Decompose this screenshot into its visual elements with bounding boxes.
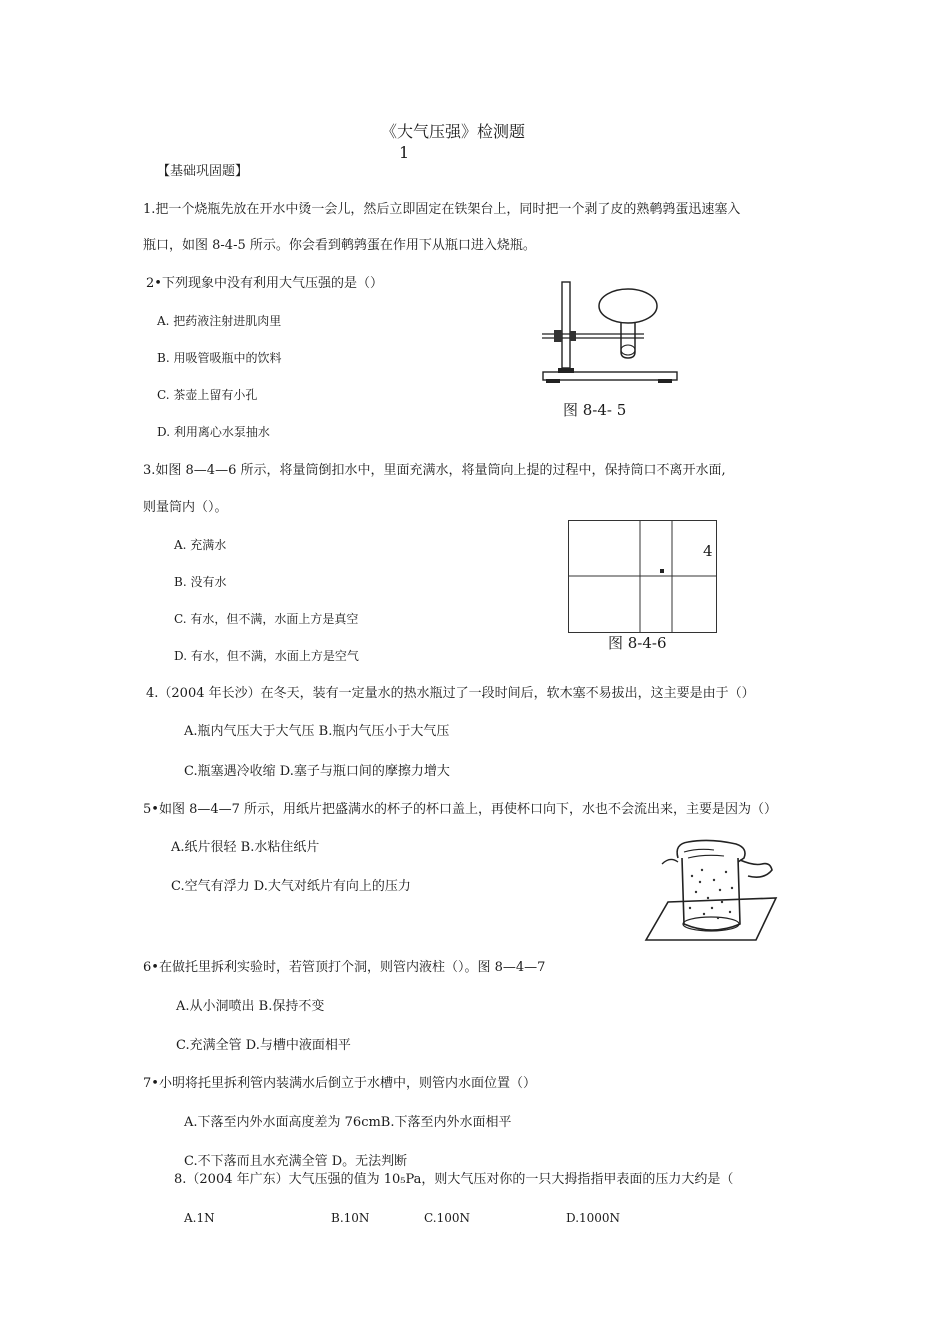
section-heading: 【基础巩固题】 (157, 164, 249, 179)
question-5-options-cd: C.空气有浮力 D.大气对纸片有向上的压力 (171, 879, 411, 894)
question-8-stem: 8.（2004 年广东）大气压强的值为 10₅Pa，则大气压对你的一只大拇指指甲表面的压力大约是（ (174, 1172, 734, 1187)
question-3-option-c: C. 有水，但不满，水面上方是真空 (174, 612, 359, 626)
question-7-stem: 7•小明将托里拆利管内装满水后倒立于水槽中，则管内水面位置（） (143, 1076, 536, 1091)
question-6-options-ab: A.从小洞喷出 B.保持不变 (176, 999, 325, 1014)
question-6-options-cd: C.充满全管 D.与槽中液面相平 (176, 1038, 351, 1053)
question-5-options-ab: A.纸片很轻 B.水粘住纸片 (171, 840, 320, 855)
question-2-option-d: D. 利用离心水泵抽水 (157, 425, 270, 439)
question-7-options-cd: C.不下落而且水充满全管 D。无法判断 (184, 1154, 408, 1169)
question-4-stem: 4.（2004 年长沙）在冬天，装有一定量水的热水瓶过了一段时间后，软木塞不易拔出，这主要是由于（） (146, 686, 755, 701)
page-number: 1 (399, 143, 410, 162)
question-8-option-d: D.1000N (566, 1211, 621, 1225)
figure-8-4-6-caption: 图 8-4-6 (608, 634, 667, 652)
question-2-option-a: A. 把药液注射进肌肉里 (157, 314, 282, 328)
figure-8-4-7-inverted-cup (644, 836, 779, 944)
question-1-line-2: 瓶口，如图 8-4-5 所示。你会看到鹌鹑蛋在作用下从瓶口进入烧瓶。 (143, 238, 536, 253)
question-7-options-ab: A.下落至内外水面高度差为 76cmB.下落至内外水面相平 (184, 1115, 512, 1130)
question-8-option-a: A.1N (184, 1211, 215, 1225)
question-2-option-c: C. 茶壶上留有小孔 (157, 388, 258, 402)
question-4-options-ab: A.瓶内气压大于大气压 B.瓶内气压小于大气压 (184, 724, 450, 739)
question-3-option-b: B. 没有水 (174, 575, 227, 589)
question-3-line-2: 则量筒内（）。 (143, 500, 228, 515)
figure-8-4-5-caption: 图 8-4- 5 (563, 401, 627, 419)
question-3-option-a: A. 充满水 (174, 538, 227, 552)
question-2-option-b: B. 用吸管吸瓶中的饮料 (157, 351, 282, 365)
figure-8-4-6-grid (568, 520, 718, 635)
question-2-stem: 2•下列现象中没有利用大气压强的是（） (146, 276, 383, 291)
question-3-line-1: 3.如图 8—4—6 所示，将量筒倒扣水中，里面充满水，将量筒向上提的过程中，保持筒口不离开水面, (143, 463, 726, 478)
question-6-stem: 6•在做托里拆利实验时，若管顶打个洞，则管内液柱（）。图 8—4—7 (143, 960, 546, 975)
figure-8-4-5-flask-on-stand (540, 280, 680, 390)
question-3-option-d: D. 有水，但不满，水面上方是空气 (174, 649, 359, 663)
question-5-stem: 5•如图 8—4—7 所示，用纸片把盛满水的杯子的杯口盖上，再使杯口向下，水也不会流出来，主要是因为（） (143, 802, 778, 817)
figure-8-4-6-cell-label: 4 (703, 542, 713, 560)
question-8-option-c: C.100N (424, 1211, 470, 1225)
page-title: 《大气压强》检测题 (381, 122, 526, 141)
question-4-options-cd: C.瓶塞遇冷收缩 D.塞子与瓶口间的摩擦力增大 (184, 764, 450, 779)
question-8-option-b: B.10N (331, 1211, 370, 1225)
question-1-line-1: 1.把一个烧瓶先放在开水中烫一会儿，然后立即固定在铁架台上，同时把一个剥了皮的熟鹌鹑蛋迅速塞入 (143, 202, 741, 217)
